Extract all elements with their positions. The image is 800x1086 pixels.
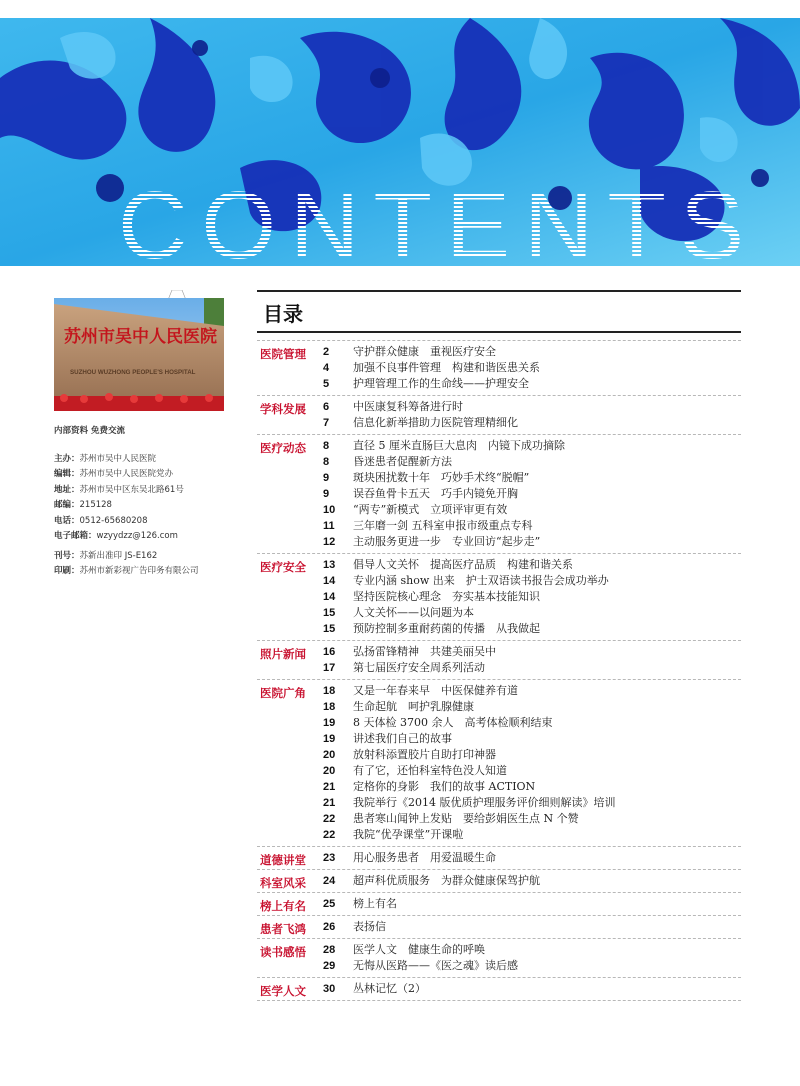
toc-section — [257, 915, 741, 938]
entry-page-number: 16 — [323, 646, 336, 658]
entry-title: “两专”新模式 立项评审更有效 — [353, 503, 508, 516]
section-name: 患者飞鸿 — [260, 922, 306, 936]
toc-entry[interactable] — [323, 589, 741, 605]
toc-entry[interactable] — [323, 573, 741, 589]
info-value: 苏新出准印 JS-E162 — [79, 550, 158, 561]
entry-page-number: 23 — [323, 852, 336, 864]
toc-section — [257, 553, 741, 640]
entry-title: 放射科添置胶片自助打印神器 — [353, 748, 496, 761]
section-name: 科室风采 — [260, 876, 306, 890]
toc-section — [257, 395, 741, 434]
entry-page-number: 25 — [323, 898, 336, 910]
info-value: 苏州市吴中区东吴北路61号 — [79, 484, 184, 495]
entry-title: 坚持医院核心理念 夯实基本技能知识 — [353, 590, 540, 603]
entry-page-number: 18 — [323, 701, 336, 713]
info-row — [54, 467, 244, 483]
info-row — [54, 498, 244, 514]
entry-title: 三年磨一剑 五科室申报市级重点专科 — [353, 519, 533, 532]
info-label: 电子邮箱： — [54, 531, 97, 541]
toc-entry[interactable] — [323, 981, 741, 997]
toc-entry[interactable] — [323, 502, 741, 518]
info-label: 刊号： — [54, 550, 80, 561]
toc-entry[interactable] — [323, 644, 741, 660]
entry-title: 有了它，还怕科室特色没人知道 — [353, 764, 507, 777]
entry-page-number: 11 — [323, 520, 335, 532]
entry-page-number: 17 — [323, 662, 336, 674]
toc-section — [257, 340, 741, 395]
info-label: 电话： — [54, 515, 80, 526]
toc-entry[interactable] — [323, 486, 741, 502]
info-value: 苏州市新彩视广告印务有限公司 — [79, 566, 199, 576]
entry-page-number: 18 — [323, 685, 336, 697]
info-label: 编辑： — [54, 469, 80, 479]
entry-page-number: 15 — [323, 623, 336, 635]
entry-title: 斑块困扰数十年 巧妙手术终“脱帽” — [353, 471, 530, 484]
entry-title: 中医康复科筹备进行时 — [353, 400, 463, 413]
toc-section — [257, 977, 741, 1000]
entry-page-number: 7 — [323, 417, 330, 429]
entry-title: 患者寒山闻钟上发贴 要给彭娟医生点 N 个赞 — [353, 812, 579, 825]
splash-artwork — [0, 18, 800, 266]
info-label: 地址： — [54, 484, 80, 495]
entry-title: 榜上有名 — [353, 897, 397, 910]
entry-title: 守护群众健康 重视医疗安全 — [353, 345, 496, 358]
info-row — [54, 564, 244, 580]
entry-title: 用心服务患者 用爱温暖生命 — [353, 851, 496, 864]
entry-title: 信息化新举措助力医院管理精细化 — [353, 416, 518, 429]
entry-title: 讲述我们自己的故事 — [353, 732, 452, 745]
toc-entry[interactable] — [323, 415, 741, 431]
toc-title: 目录 — [263, 302, 303, 326]
entry-page-number: 15 — [323, 607, 336, 619]
toc-entry[interactable] — [323, 942, 741, 958]
info-label: 主办： — [54, 453, 80, 464]
toc-section — [257, 640, 741, 679]
toc-top-rule — [257, 290, 741, 292]
toc-entry[interactable] — [323, 811, 741, 827]
section-name: 医疗动态 — [260, 441, 306, 455]
entry-page-number: 12 — [323, 536, 336, 548]
entry-page-number: 28 — [323, 944, 336, 956]
toc-title-rule — [257, 331, 741, 333]
entry-title: 我院“优孕课堂”开课啦 — [353, 828, 464, 841]
toc-entry[interactable] — [323, 454, 741, 470]
entry-page-number: 9 — [323, 472, 330, 484]
info-value: wzyydzz@126.com — [96, 531, 178, 541]
toc-entry[interactable] — [323, 534, 741, 550]
entry-title: 加强不良事件管理 构建和谐医患关系 — [353, 361, 540, 374]
entry-page-number: 13 — [323, 559, 336, 571]
toc-entry[interactable] — [323, 747, 741, 763]
toc-entry[interactable] — [323, 621, 741, 637]
info-value: 苏州市吴中人民医院党办 — [79, 469, 174, 479]
contents-banner — [0, 18, 800, 266]
entry-page-number: 21 — [323, 781, 336, 793]
info-row — [54, 514, 244, 530]
info-value: 0512-65680208 — [79, 515, 148, 526]
entry-title: 人文关怀——以问题为本 — [353, 606, 474, 619]
toc-entry[interactable] — [323, 850, 741, 866]
toc-entry[interactable] — [323, 763, 741, 779]
section-name: 医学人文 — [260, 984, 306, 998]
toc-entry[interactable] — [323, 360, 741, 376]
entry-title: 倡导人文关怀 提高医疗品质 构建和谐关系 — [353, 558, 573, 571]
entry-page-number: 22 — [323, 829, 336, 841]
hospital-sign-photo — [54, 298, 224, 411]
entry-title: 护理管理工作的生命线——护理安全 — [353, 377, 529, 390]
entry-page-number: 24 — [323, 875, 336, 887]
entry-page-number: 20 — [323, 749, 336, 761]
toc-entry[interactable] — [323, 557, 741, 573]
toc-entry[interactable] — [323, 715, 741, 731]
toc-entry[interactable] — [323, 699, 741, 715]
photo-sign-cn: 苏州市吴中人民医院 — [64, 327, 217, 347]
toc-entry[interactable] — [323, 779, 741, 795]
section-name: 医院广角 — [260, 686, 306, 700]
entry-title: 医学人文 健康生命的呼唤 — [353, 943, 485, 956]
info-value: 215128 — [79, 500, 112, 510]
entry-page-number: 2 — [323, 346, 330, 358]
entry-page-number: 8 — [323, 440, 330, 452]
entry-title: 又是一年春来早 中医保健养有道 — [353, 684, 518, 697]
entry-page-number: 14 — [323, 591, 336, 603]
entry-page-number: 29 — [323, 960, 336, 972]
toc-entry[interactable] — [323, 376, 741, 392]
toc-section — [257, 869, 741, 892]
entry-page-number: 19 — [323, 717, 336, 729]
section-name: 照片新闻 — [260, 647, 306, 661]
entry-page-number: 4 — [323, 362, 330, 374]
toc-entry[interactable] — [323, 731, 741, 747]
entry-title: 丛林记忆（2） — [353, 982, 426, 995]
entry-title: 误吞鱼骨卡五天 巧手内镜免开胸 — [353, 487, 518, 500]
entry-title: 表扬信 — [353, 920, 386, 933]
toc-entry[interactable] — [323, 470, 741, 486]
toc-entry[interactable] — [323, 438, 741, 454]
info-label: 印刷： — [54, 566, 80, 576]
entry-title: 第七届医疗安全周系列活动 — [353, 661, 485, 674]
toc-section — [257, 434, 741, 553]
toc-section — [257, 938, 741, 977]
toc-entry[interactable] — [323, 399, 741, 415]
section-name: 医疗安全 — [260, 560, 306, 574]
toc-entry[interactable] — [323, 518, 741, 534]
toc-entry[interactable] — [323, 896, 741, 912]
info-row — [54, 452, 244, 468]
free-notice: 内部资料 免费交流 — [54, 426, 125, 436]
entry-title: 无悔从医路——《医之魂》读后感 — [353, 959, 518, 972]
entry-title: 昏迷患者促醒新方法 — [353, 455, 452, 468]
entry-page-number: 21 — [323, 797, 336, 809]
entry-title: 定格你的身影 我们的故事 ACTION — [353, 780, 536, 793]
publication-info — [54, 424, 244, 580]
photo-sign-en: SUZHOU WUZHONG PEOPLE'S HOSPITAL — [70, 369, 196, 376]
entry-title: 预防控制多重耐药菌的传播 从我做起 — [353, 622, 540, 635]
entry-title: 我院举行《2014 版优质护理服务评价细则解读》培训 — [353, 796, 616, 809]
toc-entry[interactable] — [323, 958, 741, 974]
section-name: 学科发展 — [260, 402, 306, 416]
entry-title: 专业内涵 show 出来 护士双语读书报告会成功举办 — [353, 574, 609, 587]
toc-entry[interactable] — [323, 660, 741, 676]
entry-page-number: 6 — [323, 401, 330, 413]
info-label: 邮编： — [54, 500, 80, 510]
toc-section — [257, 846, 741, 869]
toc-section — [257, 679, 741, 846]
entry-title: 超声科优质服务 为群众健康保驾护航 — [353, 874, 540, 887]
toc-bottom-rule — [257, 1000, 741, 1001]
contents-wordmark: CONTENTS — [118, 172, 758, 266]
table-of-contents — [257, 340, 741, 1001]
toc-entry[interactable] — [323, 683, 741, 699]
section-name: 读书感悟 — [260, 945, 306, 959]
info-row — [54, 483, 244, 499]
entry-page-number: 9 — [323, 488, 330, 500]
section-name: 道德讲堂 — [260, 853, 306, 867]
toc-entry[interactable] — [323, 795, 741, 811]
toc-entry[interactable] — [323, 344, 741, 360]
toc-entry[interactable] — [323, 605, 741, 621]
toc-entry[interactable] — [323, 919, 741, 935]
info-value: 苏州市吴中人民医院 — [79, 453, 157, 464]
info-row — [54, 529, 244, 545]
entry-page-number: 19 — [323, 733, 336, 745]
entry-page-number: 22 — [323, 813, 336, 825]
entry-title: 生命起航 呵护乳腺健康 — [353, 700, 474, 713]
entry-page-number: 26 — [323, 921, 336, 933]
info-row — [54, 549, 244, 565]
toc-section — [257, 892, 741, 915]
toc-entry[interactable] — [323, 873, 741, 889]
entry-title: 弘扬雷锋精神 共建美丽吴中 — [353, 645, 496, 658]
section-name: 医院管理 — [260, 347, 306, 361]
entry-page-number: 20 — [323, 765, 336, 777]
entry-page-number: 5 — [323, 378, 330, 390]
section-name: 榜上有名 — [260, 899, 306, 913]
entry-title: 直径 5 厘米直肠巨大息肉 内镜下成功摘除 — [353, 439, 565, 452]
entry-page-number: 8 — [323, 456, 330, 468]
entry-page-number: 14 — [323, 575, 336, 587]
entry-page-number: 30 — [323, 983, 336, 995]
entry-page-number: 10 — [323, 504, 336, 516]
entry-title: 8 天体检 3700 余人 高考体检顺利结束 — [353, 716, 553, 729]
entry-title: 主动服务更进一步 专业回访“起步走” — [353, 535, 541, 548]
toc-entry[interactable] — [323, 827, 741, 843]
